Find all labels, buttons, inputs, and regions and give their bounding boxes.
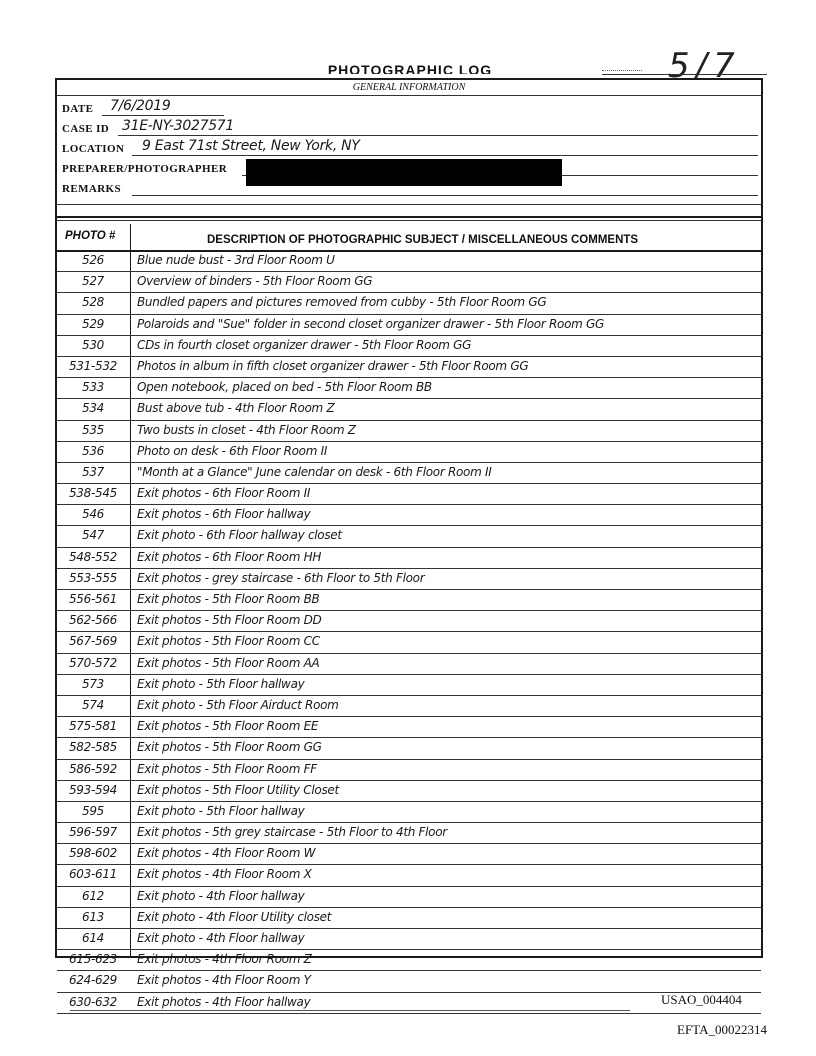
- photo-description: Exit photo - 5th Floor hallway: [137, 676, 305, 691]
- photo-number: 553-555: [68, 570, 118, 585]
- remarks-extra-line: [57, 204, 761, 205]
- photo-description: Polaroids and "Sue" folder in second closet organizer drawer - 5th Floor Room GG: [137, 316, 605, 331]
- photo-description: Exit photos - 5th Floor Room DD: [137, 613, 322, 628]
- photo-number: 527: [81, 274, 104, 289]
- case-id-value: 31E-NY-3027571: [122, 118, 235, 134]
- section-divider: [55, 216, 763, 218]
- photo-description: Exit photos - 6th Floor hallway: [137, 507, 311, 522]
- photo-description: Exit photos - 5th Floor Utility Closet: [137, 782, 339, 797]
- photo-description: Photos in album in fifth closet organizer drawer - 5th Floor Room GG: [137, 358, 529, 373]
- photo-description: "Month at a Glance" June calendar on desk - 6th Floor Room II: [137, 464, 492, 479]
- photo-number: 528: [81, 295, 104, 310]
- table-row: [57, 738, 761, 759]
- table-row: [57, 654, 761, 675]
- table-row: [57, 823, 761, 844]
- table-row: [57, 717, 761, 738]
- photo-description: Exit photos - 4th Floor Room Z: [137, 952, 312, 967]
- photo-description: Exit photo - 6th Floor hallway closet: [137, 528, 342, 543]
- photo-description: Blue nude bust - 3rd Floor Room U: [137, 253, 335, 267]
- photo-description: Bundled papers and pictures removed from cubby - 5th Floor Room GG: [137, 295, 547, 310]
- photo-description: Two busts in closet - 4th Floor Room Z: [137, 422, 356, 437]
- photo-number: 598-602: [68, 846, 118, 861]
- table-row: [57, 442, 761, 463]
- photo-description: Exit photos - 5th Floor Room CC: [137, 634, 320, 649]
- table-row: [57, 293, 761, 314]
- photo-description: Open notebook, placed on bed - 5th Floor Room BB: [137, 380, 432, 395]
- photo-number: 526: [81, 253, 104, 267]
- photo-number: 538-545: [68, 486, 118, 501]
- photo-description: CDs in fourth closet organizer drawer - 5th Floor Room GG: [137, 337, 472, 352]
- table-row: [57, 696, 761, 717]
- case-id-field: [62, 120, 760, 136]
- table-row: [57, 251, 761, 272]
- table-row: [57, 526, 761, 547]
- table-row: [57, 315, 761, 336]
- photo-number-column-header: PHOTO #: [65, 230, 116, 242]
- table-row: [57, 632, 761, 653]
- photo-number: 595: [81, 803, 104, 818]
- photo-number: 615-623: [68, 952, 118, 967]
- remarks-label: REMARKS: [62, 183, 122, 195]
- photo-description: Exit photos - 4th Floor Room X: [137, 867, 312, 882]
- photo-number: 582-585: [68, 740, 118, 755]
- photo-number: 603-611: [68, 867, 118, 882]
- photo-number: 529: [81, 316, 104, 331]
- table-row: [57, 336, 761, 357]
- table-row: [57, 844, 761, 865]
- photo-number: 567-569: [68, 634, 118, 649]
- photo-description: Exit photos - 5th Floor Room EE: [137, 719, 319, 734]
- photo-number: 547: [81, 528, 104, 543]
- photo-description: Exit photos - 4th Floor hallway: [137, 994, 311, 1009]
- table-row: [57, 760, 761, 781]
- photo-number: 614: [81, 931, 104, 945]
- photo-description: Exit photos - 5th Floor Room BB: [137, 592, 320, 606]
- photo-description: Exit photos - 4th Floor Room Y: [137, 973, 311, 988]
- date-label: DATE: [62, 103, 94, 115]
- photo-description: Photo on desk - 6th Floor Room II: [137, 443, 328, 458]
- date-value: 7/6/2019: [110, 98, 171, 114]
- photo-description: Exit photos - 5th grey staircase - 5th Floor to 4th Floor: [137, 825, 447, 840]
- case-id-label: CASE ID: [62, 123, 110, 135]
- photo-description: Exit photo - 5th Floor hallway: [137, 803, 305, 818]
- table-row: [57, 611, 761, 632]
- photo-description: Exit photos - 5th Floor Room GG: [137, 740, 322, 755]
- table-row: [57, 272, 761, 293]
- section-divider-inner: [57, 220, 761, 221]
- table-row: [57, 463, 761, 484]
- preparer-label: PREPARER/PHOTOGRAPHER: [62, 163, 228, 175]
- footer-rule: [70, 1010, 630, 1011]
- photo-number: 612: [81, 888, 104, 903]
- photo-number: 535: [81, 422, 104, 437]
- location-value: 9 East 71st Street, New York, NY: [142, 138, 360, 154]
- photo-number: 630-632: [68, 994, 118, 1009]
- photo-number: 596-597: [68, 825, 118, 840]
- page-number-dotted-rule: [602, 70, 642, 71]
- page-number-rule: [602, 74, 767, 75]
- form-title: PHOTOGRAPHIC LOG: [327, 62, 493, 74]
- photo-number: 534: [81, 401, 104, 416]
- photo-number: 536: [81, 443, 104, 458]
- description-column-header: DESCRIPTION OF PHOTOGRAPHIC SUBJECT / MISCELLANEOUS COMMENTS: [207, 234, 639, 246]
- table-row: [57, 548, 761, 569]
- photo-description: Exit photos - 6th Floor Room HH: [137, 549, 322, 564]
- bates-stamp-usao: USAO_004404: [661, 992, 742, 1007]
- table-row: [57, 421, 761, 442]
- photo-number: 624-629: [68, 973, 118, 988]
- photo-description: Exit photos - grey staircase - 6th Floor to 5th Floor: [137, 570, 425, 585]
- table-row: [57, 569, 761, 590]
- table-row: [57, 929, 761, 950]
- photo-number: 546: [81, 507, 104, 522]
- table-row: [57, 357, 761, 378]
- remarks-field: [62, 180, 760, 196]
- table-row: [57, 378, 761, 399]
- table-row: [57, 908, 761, 929]
- page-number: 5/7: [668, 46, 741, 86]
- table-row: [57, 505, 761, 526]
- table-header: [57, 224, 761, 252]
- photo-number: 570-572: [68, 655, 118, 670]
- photo-number: 573: [81, 676, 104, 691]
- photo-number: 531-532: [68, 358, 118, 373]
- photo-number: 548-552: [68, 549, 118, 564]
- table-row: [57, 865, 761, 886]
- photo-description: Exit photos - 4th Floor Room W: [137, 846, 316, 861]
- table-row: [57, 950, 761, 971]
- photo-description: Exit photos - 5th Floor Room FF: [137, 761, 317, 776]
- table-row: [57, 399, 761, 420]
- location-label: LOCATION: [62, 143, 125, 155]
- photo-number: 613: [81, 909, 104, 924]
- photo-number: 533: [81, 380, 104, 395]
- table-row: [57, 484, 761, 505]
- photo-number: 530: [81, 337, 104, 352]
- general-information-header: GENERAL INFORMATION: [57, 81, 761, 96]
- photo-number: 562-566: [68, 613, 118, 628]
- photo-description: Overview of binders - 5th Floor Room GG: [137, 274, 373, 289]
- photo-description: Exit photo - 4th Floor hallway: [137, 888, 305, 903]
- photo-description: Exit photos - 6th Floor Room II: [137, 486, 311, 501]
- bates-stamp-efta: EFTA_00022314: [677, 1022, 767, 1037]
- photo-number: 593-594: [68, 782, 118, 797]
- table-row: [57, 781, 761, 802]
- photo-number: 556-561: [68, 592, 118, 606]
- table-row: [57, 675, 761, 696]
- table-row: [57, 802, 761, 823]
- table-row: [57, 590, 761, 611]
- photo-description: Exit photo - 5th Floor Airduct Room: [137, 697, 339, 712]
- photo-description: Exit photo - 4th Floor hallway: [137, 931, 305, 945]
- photo-number: 575-581: [68, 719, 118, 734]
- photo-description: Exit photo - 4th Floor Utility closet: [137, 909, 332, 924]
- photo-description: Bust above tub - 4th Floor Room Z: [137, 401, 335, 416]
- photo-number: 537: [81, 464, 104, 479]
- table-row: [57, 971, 761, 992]
- photo-description: Exit photos - 5th Floor Room AA: [137, 655, 320, 670]
- location-field: [62, 140, 760, 156]
- photo-number: 574: [81, 697, 104, 712]
- date-field: [62, 100, 752, 116]
- table-row: [57, 887, 761, 908]
- photo-log-rows: [57, 251, 761, 1014]
- photo-number: 586-592: [68, 761, 118, 776]
